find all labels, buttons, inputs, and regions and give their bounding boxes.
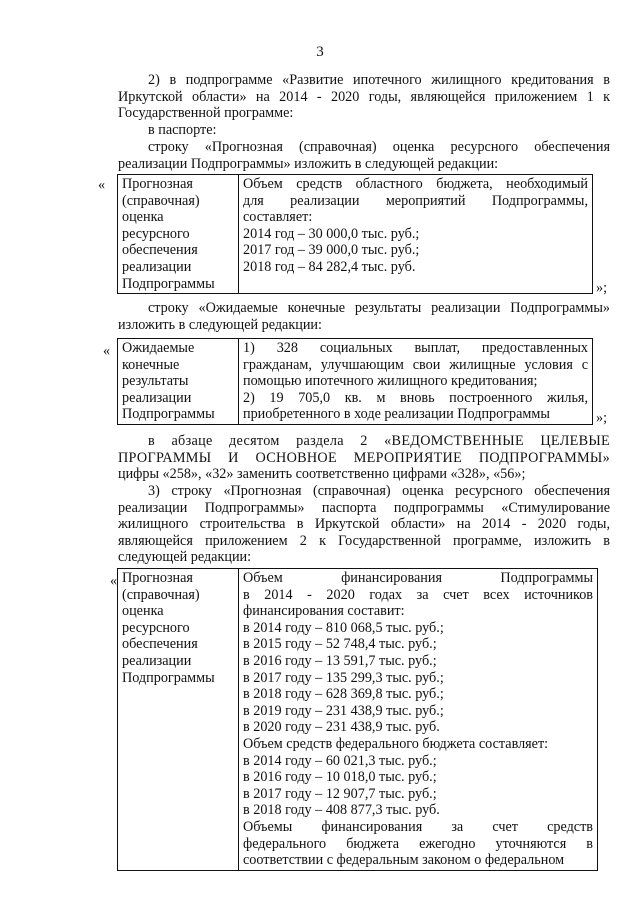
table-label-cell xyxy=(118,339,239,425)
open-quote: « xyxy=(110,573,118,589)
content-line: для реализации мероприятий Подпрограммы, xyxy=(243,192,588,209)
content-line: в 2017 году – 12 907,7 тыс. руб.; xyxy=(243,785,437,802)
paragraph-subprogram-mortgage xyxy=(118,72,610,122)
label-line: (справочная) xyxy=(122,586,200,603)
text-line: Государственной программе: xyxy=(118,105,294,122)
paragraph-expected-results-row xyxy=(118,300,610,333)
text-line: ПРОГРАММЫ И ОСНОВНОЕ МЕРОПРИЯТИЕ ПОДПРОГРАММЫ» xyxy=(118,449,610,466)
open-quote: « xyxy=(98,177,106,193)
content-line: Объем средств областного бюджета, необходимый xyxy=(243,176,588,192)
label-line: результаты xyxy=(122,373,189,390)
table-content-cell xyxy=(239,339,593,425)
label-line: оценка xyxy=(122,209,164,226)
label-line: реализации xyxy=(122,652,192,669)
table-content-cell xyxy=(239,175,593,294)
content-line: в 2020 году – 231 438,9 тыс. руб. xyxy=(243,719,440,736)
text-line: реализации Подпрограммы» паспорта подпрограммы «Стимулирование xyxy=(118,499,610,516)
content-line: 2018 год – 84 282,4 тыс. руб. xyxy=(243,258,416,275)
forecast-table-2 xyxy=(117,568,598,871)
expected-results-table xyxy=(117,338,593,425)
text-line: 2) в подпрограмме «Развитие ипотечного жилищного кредитования в xyxy=(148,72,610,88)
label-line: Ожидаемые xyxy=(122,340,195,356)
label-line: (справочная) xyxy=(122,192,200,209)
table-label-cell xyxy=(118,175,239,294)
label-line: оценка xyxy=(122,603,164,620)
label-line: конечные xyxy=(122,356,180,373)
text-line: являющейся приложением 2 к Государственной программе, изложить в xyxy=(118,532,610,549)
content-line: 2) 19 705,0 кв. м вновь построенного жилья, xyxy=(243,389,588,406)
label-line: Подпрограммы xyxy=(122,669,215,686)
text-line: Иркутской области» на 2014 - 2020 годы, являющейся приложением 1 к xyxy=(118,88,610,105)
close-quote: »; xyxy=(596,280,608,296)
text-line: в абзаце десятом раздела 2 «ВЕДОМСТВЕННЫЕ ЦЕЛЕВЫЕ xyxy=(148,433,610,449)
label-line: Подпрограммы xyxy=(122,275,215,292)
content-line: в 2017 году – 135 299,3 тыс. руб.; xyxy=(243,669,444,686)
content-line: в 2014 году – 810 068,5 тыс. руб.; xyxy=(243,619,444,636)
content-line: помощью ипотечного жилищного кредитования; xyxy=(243,373,538,390)
content-line: в 2016 году – 10 018,0 тыс. руб.; xyxy=(243,769,437,786)
label-line: Прогнозная xyxy=(122,570,193,586)
content-line: в 2015 году – 52 748,4 тыс. руб.; xyxy=(243,636,437,653)
label-line: ресурсного xyxy=(122,225,190,242)
text-line: следующей редакции: xyxy=(118,549,252,566)
paragraph-subprogram-housing xyxy=(118,483,610,566)
content-line: 2017 год – 39 000,0 тыс. руб.; xyxy=(243,242,420,259)
content-line: составляет: xyxy=(243,209,313,226)
text-line: 3) строку «Прогнозная (справочная) оценка ресурсного обеспечения xyxy=(148,483,610,499)
content-line: в 2018 году – 408 877,3 тыс. руб. xyxy=(243,802,440,819)
text-line: строку «Ожидаемые конечные результаты реализации Подпрограммы» xyxy=(148,300,610,316)
text-line: цифры «258», «32» заменить соответственно цифрами «328», «56»; xyxy=(118,466,526,483)
content-line: 2014 год – 30 000,0 тыс. руб.; xyxy=(243,225,420,242)
paragraph-forecast-row xyxy=(118,139,610,172)
content-line: Объем финансирования Подпрограммы xyxy=(243,570,593,586)
close-quote: »; xyxy=(596,410,608,426)
content-line: гражданам, улучшающим свои жилищные условия с xyxy=(243,356,588,373)
paragraph-section-2 xyxy=(118,433,610,483)
page-number: 3 xyxy=(316,44,324,60)
label-line: обеспечения xyxy=(122,636,198,653)
content-line: приобретенного в ходе реализации Подпрограммы xyxy=(243,406,550,423)
label-line: реализации xyxy=(122,258,192,275)
text-line: жилищного строительства в Иркутской области» на 2014 - 2020 годы, xyxy=(118,516,610,533)
text-line: изложить в следующей редакции: xyxy=(118,316,322,333)
content-line: в 2016 году – 13 591,7 тыс. руб.; xyxy=(243,652,437,669)
content-line: в 2014 - 2020 годах за счет всех источников xyxy=(243,586,593,603)
content-line: 1) 328 социальных выплат, предоставленных xyxy=(243,340,588,356)
content-line: в 2019 году – 231 438,9 тыс. руб.; xyxy=(243,702,444,719)
label-line: ресурсного xyxy=(122,619,190,636)
label-line: Прогнозная xyxy=(122,176,193,192)
label-line: Подпрограммы xyxy=(122,406,215,423)
content-line: федерального бюджета ежегодно уточняются в xyxy=(243,835,593,852)
forecast-table-1 xyxy=(117,174,593,294)
content-line: Объемы финансирования за счет средств xyxy=(243,818,593,835)
table-label-cell xyxy=(118,569,239,871)
label-line: реализации xyxy=(122,389,192,406)
paragraph-in-passport xyxy=(118,122,610,139)
content-line: финансирования составит: xyxy=(243,603,405,620)
text-line: реализации Подпрограммы» изложить в следующей редакции: xyxy=(118,155,499,172)
content-line: Объем средств федерального бюджета составляет: xyxy=(243,735,549,752)
content-line: соответствии с федеральным законом о федеральном xyxy=(243,852,565,869)
content-line: в 2018 году – 628 369,8 тыс. руб.; xyxy=(243,686,444,703)
text-line: строку «Прогнозная (справочная) оценка ресурсного обеспечения xyxy=(148,139,610,155)
label-line: обеспечения xyxy=(122,242,198,259)
content-line: в 2014 году – 60 021,3 тыс. руб.; xyxy=(243,752,437,769)
table-content-cell xyxy=(239,569,598,871)
text-line: в паспорте: xyxy=(148,122,217,138)
open-quote: « xyxy=(103,343,111,359)
